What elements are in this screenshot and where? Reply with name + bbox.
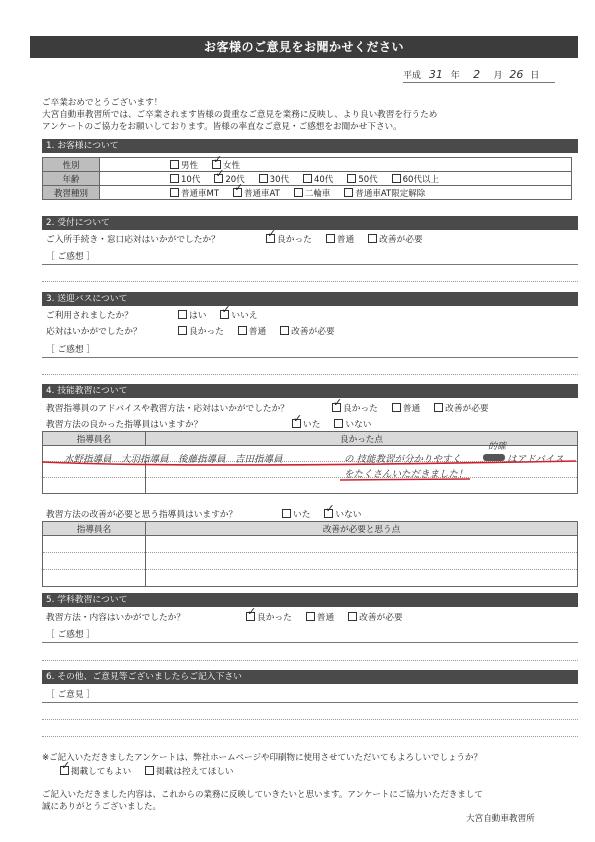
bus-use-options <box>178 309 271 321</box>
checkbox-label: 普通 <box>336 235 355 245</box>
table-row <box>146 570 578 587</box>
checked-checkbox-icon[interactable] <box>292 419 301 428</box>
checkbox-icon[interactable] <box>303 174 312 183</box>
instructor-names: 水野指導員 大羽指導員 後藤指導員 吉田指導員 <box>64 454 283 465</box>
checkbox-icon[interactable] <box>344 188 353 197</box>
publish-options <box>60 765 248 777</box>
checkbox-icon[interactable] <box>178 310 187 319</box>
gender-options <box>100 158 572 172</box>
checkbox-label: 良かった <box>189 327 224 337</box>
closing-line-1: ご記入いただきました内容は、これからの業務に反映していきたいと思います。アンケートにご協力いただきまして <box>42 790 483 800</box>
bus-use-row <box>46 309 258 321</box>
checkbox-label: いいえ <box>231 311 258 321</box>
checkbox-icon[interactable] <box>348 612 357 621</box>
checkbox-label: 男性 <box>181 160 199 171</box>
checkbox-label: いた <box>303 420 321 430</box>
reception-options <box>266 233 437 245</box>
checkbox-icon[interactable] <box>170 160 179 169</box>
checkbox-label: 40代 <box>313 174 334 185</box>
bus-use-question: ご利用されましたか？ <box>46 311 133 321</box>
reception-comment-label: ［ ご感想 ］ <box>46 252 95 262</box>
divider <box>42 660 578 661</box>
checkbox-icon[interactable] <box>347 174 356 183</box>
signature: 大宮自動車教習所 <box>466 814 535 824</box>
checkbox-icon[interactable] <box>145 766 154 775</box>
checkbox-label: 30代 <box>269 174 289 185</box>
table-row <box>43 553 146 570</box>
section-4-header: 4. 技能教習について <box>42 384 578 398</box>
intro-line-1: ご卒業おめでとうございます！ <box>42 98 163 108</box>
intro-line-2: 大宮自動車教習所では、ご卒業されます皆様の貴重なご意見を業務に反映し、より良い教習を行うため <box>42 110 438 120</box>
date-underline <box>403 82 555 83</box>
checkbox-label: いた <box>293 510 311 520</box>
lecture-row <box>46 611 403 623</box>
table-row <box>43 536 146 553</box>
checkbox-label: 掲載は控えてほしい <box>156 767 234 777</box>
checkbox-label: 改善が必要 <box>359 613 403 623</box>
date-year: 31 <box>428 68 443 81</box>
checkbox-label: いない <box>345 420 372 430</box>
checkbox-label: 10代 <box>181 174 201 185</box>
bus-service-question: 応対はいかがでしたか？ <box>46 327 142 337</box>
customer-info-table <box>42 157 572 200</box>
date-month: 2 <box>473 68 481 81</box>
table-row <box>146 553 578 570</box>
divider <box>42 702 578 703</box>
checked-checkbox-icon[interactable] <box>220 310 229 319</box>
checkbox-icon[interactable] <box>392 403 401 412</box>
checkbox-option[interactable] <box>259 173 289 185</box>
table-row <box>43 570 146 587</box>
section-3-header: 3. 送迎バスについて <box>42 292 578 306</box>
table-row <box>146 536 578 553</box>
good-point-comment-2: はアドバイス <box>507 454 564 465</box>
checkbox-label: 良かった <box>257 613 292 623</box>
checkbox-icon[interactable] <box>170 188 179 197</box>
checkbox-option[interactable] <box>60 765 131 777</box>
checkbox-icon[interactable] <box>282 509 291 518</box>
improve-instructor-question: 教習方法の改善が必要と思う指導員はいますか？ <box>46 510 238 520</box>
checkbox-option[interactable] <box>246 611 292 623</box>
improve-instructor-row <box>46 508 362 520</box>
page-title: お客様のご意見をお聞かせください <box>30 36 578 58</box>
bus-service-row <box>46 325 335 337</box>
checkbox-label: 女性 <box>223 160 241 171</box>
checkbox-option[interactable] <box>303 173 333 185</box>
checkbox-label: 普通車AT <box>244 188 280 199</box>
checkbox-option[interactable] <box>344 187 425 199</box>
checkbox-label: 改善が必要 <box>445 404 489 414</box>
checkbox-option[interactable] <box>145 765 233 777</box>
checkbox-icon[interactable] <box>392 174 401 183</box>
checkbox-icon[interactable] <box>326 234 335 243</box>
checkbox-option[interactable] <box>170 187 219 199</box>
date-month-label: 月 <box>493 71 503 81</box>
course-label: 教習種別 <box>43 186 100 200</box>
checkbox-option[interactable] <box>392 402 420 414</box>
checkbox-option[interactable] <box>348 611 402 623</box>
checkbox-option[interactable] <box>233 187 280 199</box>
checkbox-option[interactable] <box>324 508 361 520</box>
checked-checkbox-icon[interactable] <box>60 766 69 775</box>
checkbox-icon[interactable] <box>259 174 268 183</box>
checkbox-label: 掲載してもよい <box>71 767 132 777</box>
gender-label: 性別 <box>43 158 100 172</box>
course-options <box>100 186 572 200</box>
bad-table-col-point: 改善が必要と思う点 <box>146 522 578 536</box>
checkbox-icon[interactable] <box>368 234 377 243</box>
checkbox-icon[interactable] <box>434 403 443 412</box>
checkbox-label: 普通 <box>316 613 335 623</box>
intro-line-3: アンケートのご協力をお願いしております。皆様の率直なご意見・ご感想をお聞かせ下さい。 <box>42 122 402 132</box>
checkbox-label: 二輪車 <box>304 188 331 199</box>
closing-line-2: 誠にありがとうございました。 <box>42 802 162 812</box>
age-options <box>100 172 572 186</box>
improve-instructor-options <box>282 508 375 520</box>
divider <box>42 281 578 282</box>
checkbox-option[interactable] <box>220 309 257 321</box>
lecture-comment-label: ［ ご感想 ］ <box>46 630 95 640</box>
checkbox-label: 普通車AT限定解除 <box>355 188 426 199</box>
checkbox-label: 良かった <box>277 235 312 245</box>
bad-table-col-name: 指導員名 <box>43 522 146 536</box>
checkbox-option[interactable] <box>332 402 378 414</box>
checked-checkbox-icon[interactable] <box>332 403 341 412</box>
checkbox-option[interactable] <box>392 173 439 185</box>
bus-service-options <box>178 325 349 337</box>
date-line <box>403 68 539 81</box>
checkbox-label: 改善が必要 <box>291 327 335 337</box>
checkbox-label: いない <box>335 510 362 520</box>
checkbox-icon[interactable] <box>294 188 303 197</box>
good-point-comment-1: の 技能教習が分かりやすく <box>344 454 462 465</box>
divider <box>42 264 578 265</box>
checkbox-option[interactable] <box>266 233 312 245</box>
checkbox-label: 普通 <box>402 404 421 414</box>
checkbox-option[interactable] <box>434 402 488 414</box>
checkbox-icon[interactable] <box>334 419 343 428</box>
checkbox-option[interactable] <box>334 418 371 430</box>
checkbox-option[interactable] <box>292 418 320 430</box>
divider <box>42 374 578 375</box>
good-table-col-point: 良かった点 <box>146 432 578 446</box>
date-era: 平成 <box>403 71 422 81</box>
checkbox-label: 60代以上 <box>402 174 439 185</box>
checkbox-option[interactable] <box>347 173 377 185</box>
checkbox-option[interactable] <box>306 611 334 623</box>
divider <box>42 642 578 643</box>
skill-advice-options <box>332 402 503 414</box>
checkbox-option[interactable] <box>326 233 354 245</box>
good-instructor-question: 教習方法の良かった指導員はいますか？ <box>46 420 203 430</box>
checkbox-option[interactable] <box>368 233 422 245</box>
checked-checkbox-icon[interactable] <box>233 188 242 197</box>
checkbox-option[interactable] <box>170 173 200 185</box>
checkbox-option[interactable] <box>170 159 198 171</box>
publish-question: ※ご記入いただきましたアンケートは、弊社ホームページや印刷物に使用させていただいてもよろしいでしょうか？ <box>42 753 482 763</box>
checkbox-option[interactable] <box>280 325 334 337</box>
checked-checkbox-icon[interactable] <box>214 174 223 183</box>
checkbox-icon[interactable] <box>178 326 187 335</box>
improve-instructor-table <box>42 521 578 587</box>
reception-question-row <box>46 233 423 245</box>
good-instructor-row <box>46 418 372 430</box>
checkbox-label: 50代 <box>358 174 378 185</box>
good-instructor-options <box>292 418 385 430</box>
good-point-comment-3: をたくさんいただきました！ <box>344 469 468 480</box>
good-table-col-name: 指導員名 <box>43 432 146 446</box>
checkbox-option[interactable] <box>238 325 266 337</box>
checkbox-label: 普通車MT <box>181 188 220 199</box>
red-underline <box>40 458 580 484</box>
section-6-header: 6. その他、ご意見等ございましたらご記入下さい <box>42 670 578 684</box>
checkbox-icon[interactable] <box>170 174 179 183</box>
date-day-label: 日 <box>530 71 540 81</box>
skill-advice-question: 教習指導員のアドバイスや教習方法・応対はいかがでしたか？ <box>46 404 289 414</box>
skill-advice-row <box>46 402 489 414</box>
checked-checkbox-icon[interactable] <box>324 509 333 518</box>
lecture-question: 教習方法・内容はいかがでしたか？ <box>46 613 185 623</box>
checkbox-option[interactable] <box>178 325 224 337</box>
checkbox-label: 普通 <box>248 327 267 337</box>
checkbox-label: 良かった <box>343 404 378 414</box>
divider <box>42 357 578 358</box>
date-day: 26 <box>509 68 524 81</box>
checkbox-icon[interactable] <box>238 326 247 335</box>
checkbox-label: はい <box>189 311 207 321</box>
checked-checkbox-icon[interactable] <box>246 612 255 621</box>
divider <box>42 719 578 720</box>
section-5-header: 5. 学科教習について <box>42 593 578 607</box>
divider <box>42 736 578 737</box>
date-year-label: 年 <box>450 71 460 81</box>
bus-comment-label: ［ ご感想 ］ <box>46 345 95 355</box>
checkbox-option[interactable] <box>178 309 206 321</box>
checked-checkbox-icon[interactable] <box>266 234 275 243</box>
age-label: 年齢 <box>43 172 100 186</box>
lecture-options <box>246 611 417 623</box>
other-comment-label: ［ ご意見 ］ <box>46 690 95 700</box>
checkbox-label: 20代 <box>225 174 245 185</box>
reception-question: ご入所手続き・窓口応対はいかがでしたか？ <box>46 235 220 245</box>
checkbox-icon[interactable] <box>280 326 289 335</box>
section-2-header: 2. 受付について <box>42 216 578 230</box>
checkbox-option[interactable] <box>294 187 331 199</box>
section-1-header: 1. お客様について <box>42 139 578 153</box>
good-point-inserted: 的確 <box>488 442 507 452</box>
checkbox-label: 改善が必要 <box>379 235 423 245</box>
checkbox-icon[interactable] <box>306 612 315 621</box>
checkbox-option[interactable] <box>282 508 310 520</box>
